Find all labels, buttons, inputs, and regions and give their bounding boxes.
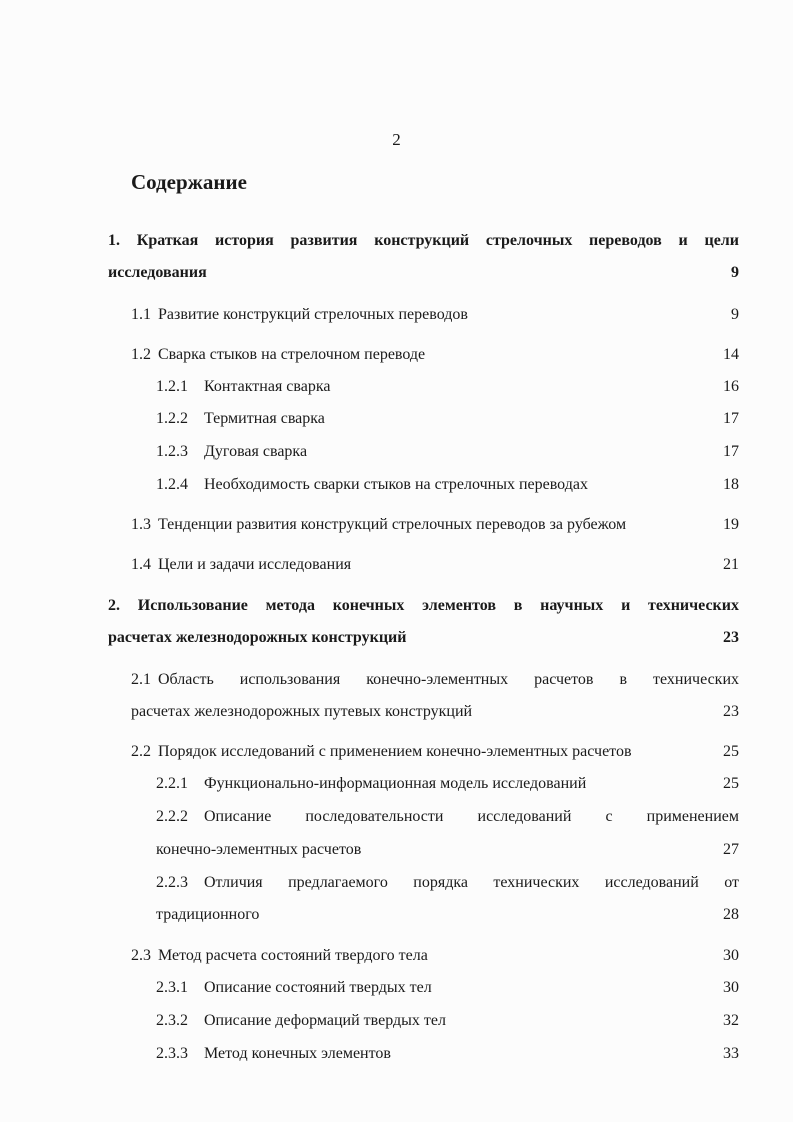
toc-entry-title: Описание состояний твердых тел xyxy=(204,979,432,996)
toc-entry-1-2-1[interactable] xyxy=(156,372,739,402)
toc-entry-2-2-2-line1[interactable] xyxy=(156,802,739,832)
toc-entry-2-2-3-line2[interactable] xyxy=(156,900,739,930)
toc-entry-number: 1.2.3 xyxy=(156,443,188,460)
toc-page-number: 30 xyxy=(723,947,739,964)
toc-chapter-1-line2[interactable] xyxy=(108,258,739,288)
toc-chapter-2-line1[interactable] xyxy=(108,591,739,621)
toc-entry-number: 2.3 xyxy=(131,947,151,964)
toc-entry-1-2-4[interactable] xyxy=(156,470,739,500)
toc-entry-title: Область использования конечно-элементных расчетов в технических xyxy=(158,671,739,688)
toc-entry-title: Термитная сварка xyxy=(204,410,325,427)
toc-entry-title: расчетах железнодорожных конструкций xyxy=(108,629,407,646)
toc-entry-title: Описание последовательности исследований с применением xyxy=(204,808,739,825)
toc-page-number: 33 xyxy=(723,1045,739,1062)
toc-entry-1-2-2[interactable] xyxy=(156,404,739,434)
toc-title: Содержание xyxy=(131,170,247,194)
toc-entry-number: 1.2.4 xyxy=(156,476,188,493)
toc-entry-2-1-line1[interactable] xyxy=(131,665,739,695)
toc-entry-2-3-1[interactable] xyxy=(156,973,739,1003)
toc-entry-title: Порядок исследований с применением конечно-элементных расчетов xyxy=(158,743,632,760)
toc-entry-number: 1.2.1 xyxy=(156,378,188,395)
toc-entry-number: 2.3.2 xyxy=(156,1012,188,1029)
toc-entry-title: Метод расчета состояний твердого тела xyxy=(158,947,428,964)
toc-entry-title: Описание деформаций твердых тел xyxy=(204,1012,446,1029)
toc-page-number: 17 xyxy=(723,443,739,460)
toc-entry-title: Отличия предлагаемого порядка технических исследований от xyxy=(204,874,739,891)
toc-entry-number: 2.2.1 xyxy=(156,775,188,792)
toc-page-number: 28 xyxy=(723,906,739,923)
toc-page-number: 25 xyxy=(723,743,739,760)
toc-entry-number: 2.2.2 xyxy=(156,808,188,825)
toc-page-number: 16 xyxy=(723,378,739,395)
toc-entry-2-1-line2[interactable] xyxy=(131,697,739,727)
toc-page-number: 14 xyxy=(723,346,739,363)
toc-entry-number: 1.4 xyxy=(131,556,151,573)
toc-entry-2-2-2-line2[interactable] xyxy=(156,835,739,865)
toc-entry-title: 1. Краткая история развития конструкций стрелочных переводов и цели xyxy=(108,232,739,249)
toc-page-number: 19 xyxy=(723,516,739,533)
toc-entry-title: Контактная сварка xyxy=(204,378,331,395)
toc-entry-2-3-2[interactable] xyxy=(156,1006,739,1036)
toc-entry-title: исследования xyxy=(108,264,207,281)
toc-page-number: 30 xyxy=(723,979,739,996)
toc-entry-1-2-3[interactable] xyxy=(156,437,739,467)
toc-page-number: 32 xyxy=(723,1012,739,1029)
toc-page-number: 25 xyxy=(723,775,739,792)
toc-page-number: 23 xyxy=(723,629,739,646)
toc-entry-1-2[interactable] xyxy=(131,340,739,370)
toc-entry-number: 2.2 xyxy=(131,743,151,760)
toc-chapter-1-line1[interactable] xyxy=(108,226,739,256)
toc-entry-title: Тенденции развития конструкций стрелочных переводов за рубежом xyxy=(158,516,627,533)
toc-entry-number: 2.2.3 xyxy=(156,874,188,891)
toc-entry-number: 1.2.2 xyxy=(156,410,188,427)
toc-entry-title: Необходимость сварки стыков на стрелочных переводах xyxy=(204,476,588,493)
toc-entry-number: 1.2 xyxy=(131,346,151,363)
toc-entry-2-3[interactable] xyxy=(131,941,739,971)
toc-entry-2-2-3-line1[interactable] xyxy=(156,868,739,898)
toc-entry-number: 2.1 xyxy=(131,671,151,688)
toc-entry-number: 1.1 xyxy=(131,306,151,323)
toc-page-number: 17 xyxy=(723,410,739,427)
toc-page-number: 9 xyxy=(731,306,739,323)
toc-chapter-2-line2[interactable] xyxy=(108,623,739,653)
toc-entry-title: Функционально-информационная модель исследований xyxy=(204,775,587,792)
toc-entry-title: Цели и задачи исследования xyxy=(158,556,352,573)
toc-entry-title: Метод конечных элементов xyxy=(204,1045,391,1062)
toc-entry-1-1[interactable] xyxy=(131,300,739,330)
toc-page-number: 21 xyxy=(723,556,739,573)
toc-entry-title: традиционного xyxy=(156,906,260,923)
page-number: 2 xyxy=(392,130,401,149)
toc-entry-title: конечно-элементных расчетов xyxy=(156,841,362,858)
toc-page-number: 9 xyxy=(731,264,739,281)
toc-entry-2-2-1[interactable] xyxy=(156,769,739,799)
toc-entry-number: 2.3.1 xyxy=(156,979,188,996)
toc-entry-title: 2. Использование метода конечных элементов в научных и технических xyxy=(108,597,739,614)
toc-entry-1-4[interactable] xyxy=(131,550,739,580)
toc-page-number: 18 xyxy=(723,476,739,493)
toc-page-number: 23 xyxy=(723,703,739,720)
toc-entry-2-3-3[interactable] xyxy=(156,1039,739,1069)
toc-entry-title: Сварка стыков на стрелочном переводе xyxy=(158,346,426,363)
toc-entry-title: расчетах железнодорожных путевых конструкций xyxy=(131,703,473,720)
toc-entry-title: Дуговая сварка xyxy=(204,443,308,460)
toc-entry-2-2[interactable] xyxy=(131,737,739,767)
toc-entry-number: 1.3 xyxy=(131,516,151,533)
toc-entry-title: Развитие конструкций стрелочных переводов xyxy=(158,306,468,323)
toc-page-number: 27 xyxy=(723,841,739,858)
toc-entry-1-3[interactable] xyxy=(131,510,739,540)
toc-entry-number: 2.3.3 xyxy=(156,1045,188,1062)
